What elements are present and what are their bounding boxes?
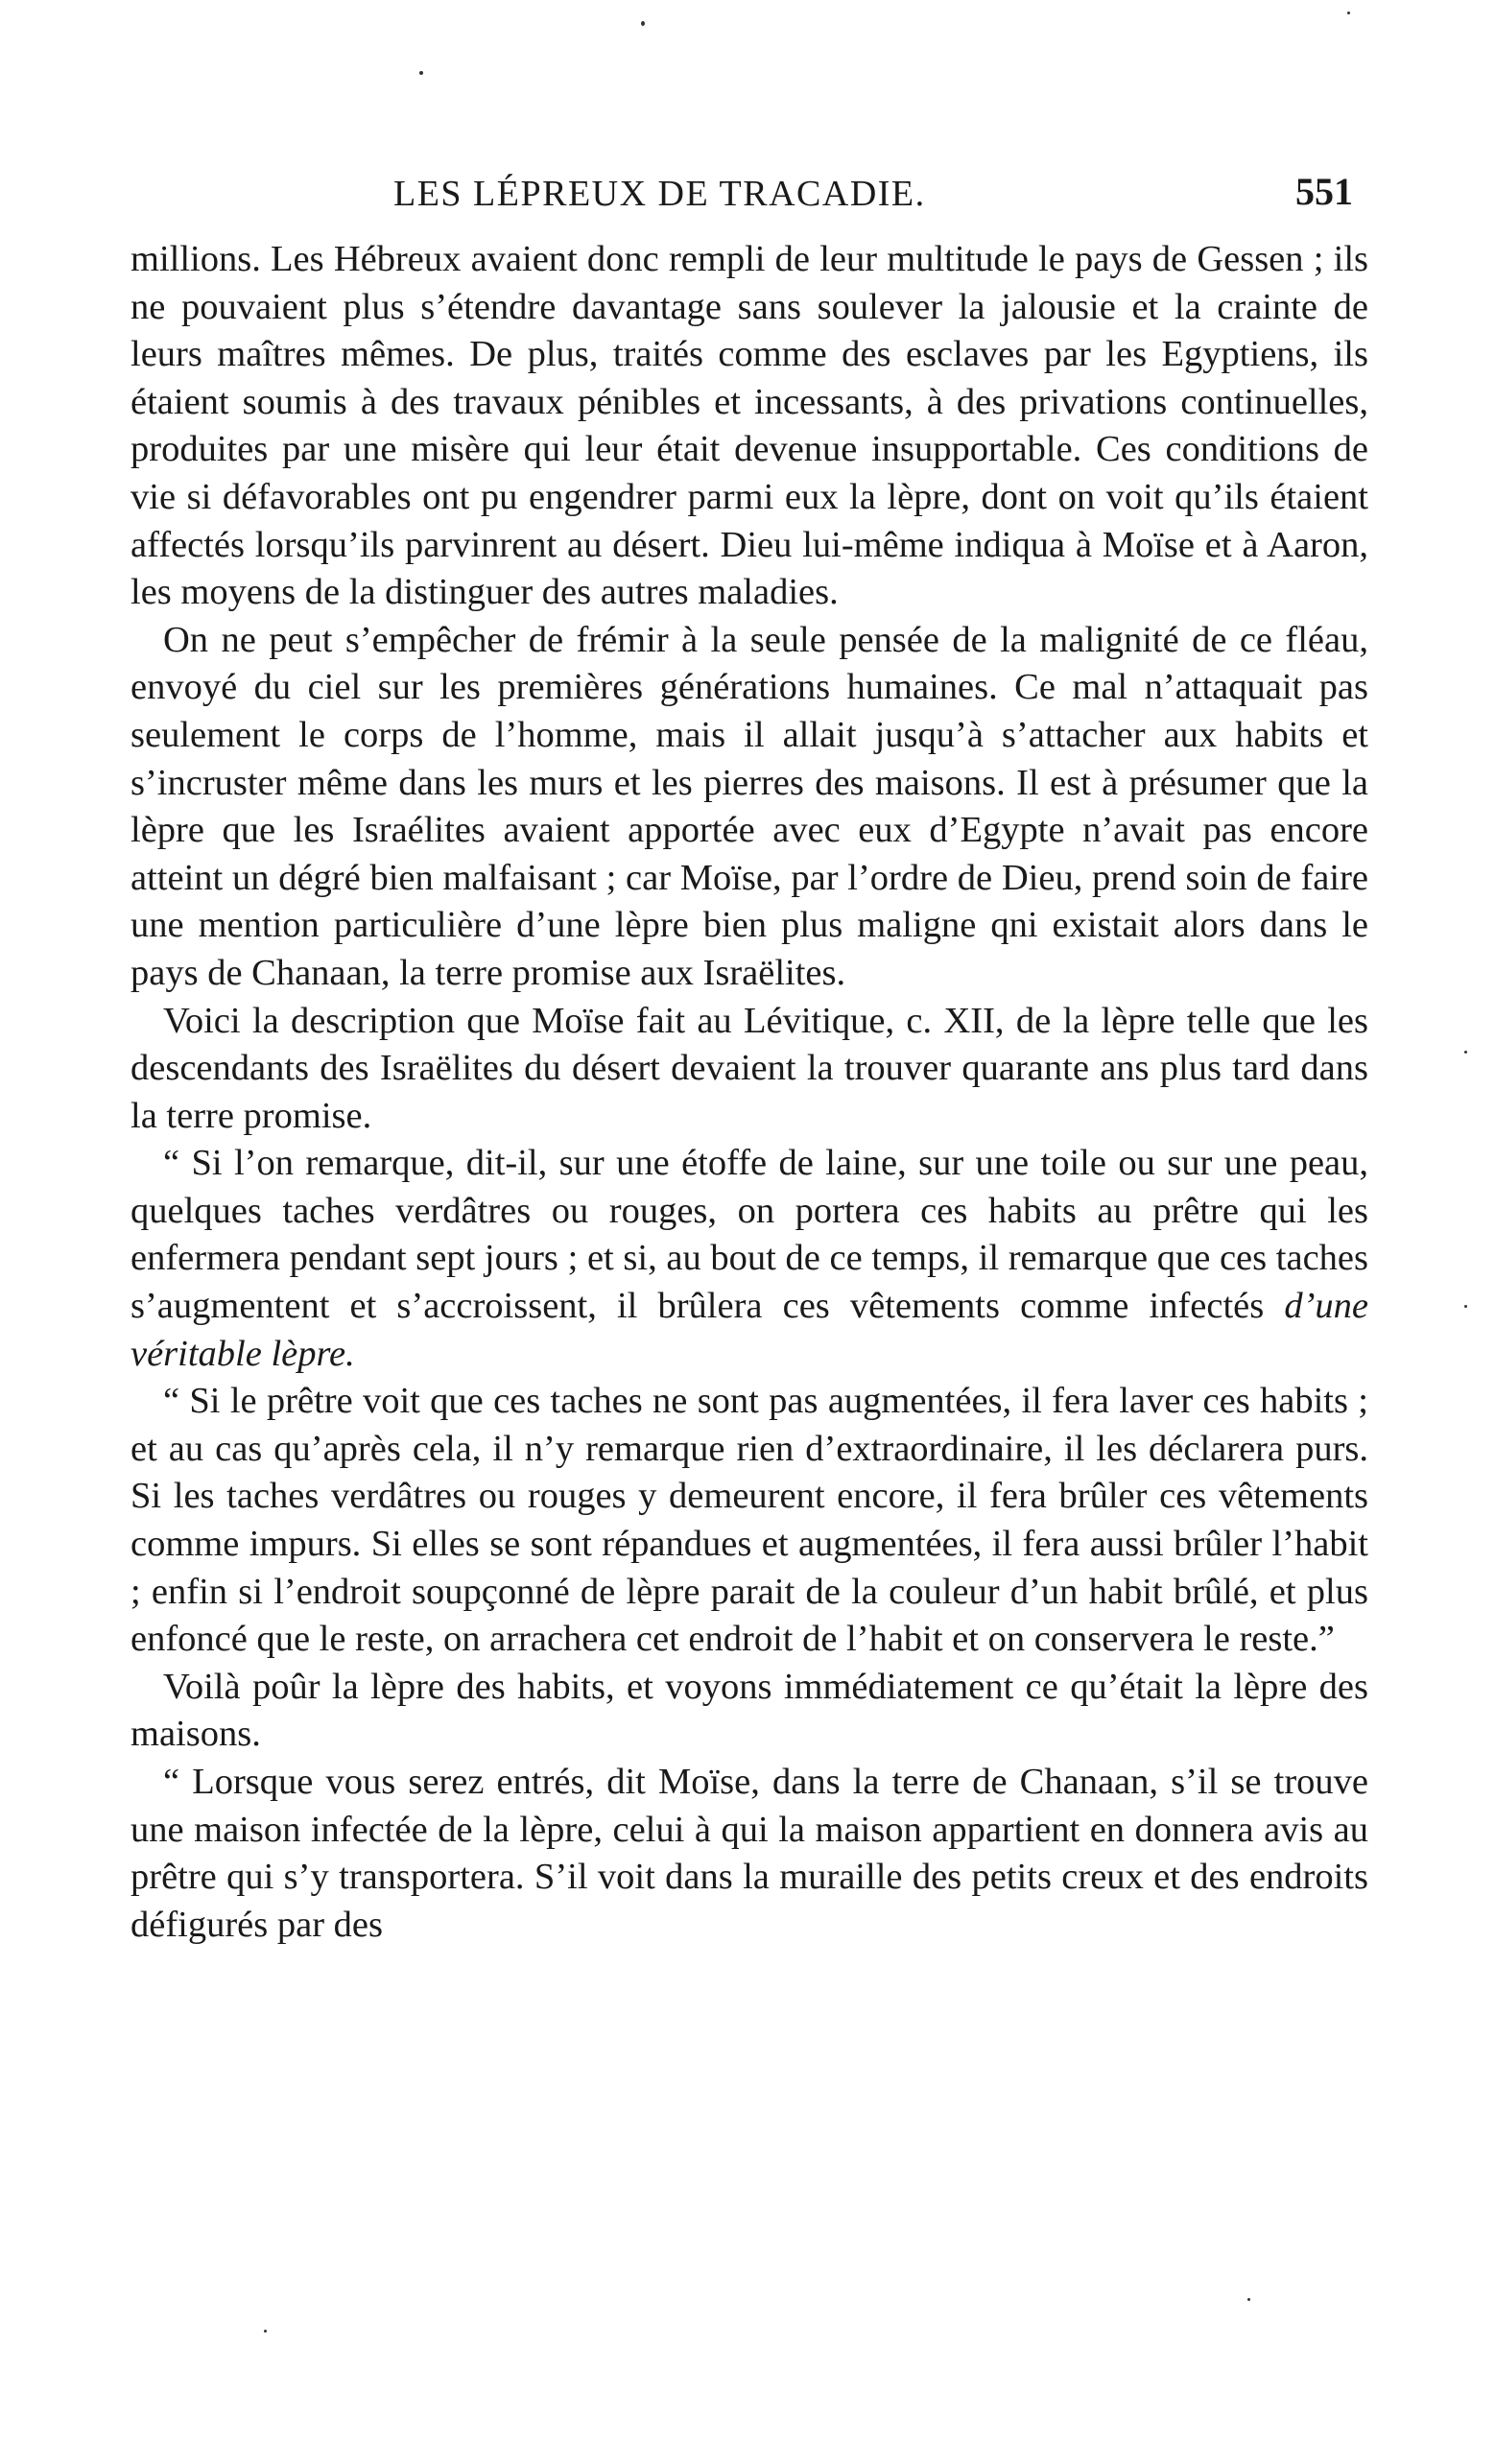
scan-speck [1464,1051,1467,1054]
italic-emphasis: d’une véritable lèpre. [131,1286,1368,1374]
body-text [131,236,1368,1949]
scan-speck [419,71,423,75]
paragraph-1 [131,236,1368,617]
scan-speck [264,2330,267,2333]
paragraph-5 [131,1378,1368,1664]
running-title: LES LÉPREUX DE TRACADIE. [393,174,926,214]
scan-speck [1464,1305,1467,1308]
scan-speck [1247,2298,1250,2301]
paragraph-text: On ne peut s’empêcher de frémir à la seule pensée de la malignité de ce fléau, envoyé du ciel sur les premières générations humaines. Ce mal n’attaquait pas seulement le corps de l’homme, mais il allait jusqu’à s’attacher aux habits et s’incruster même dans les murs et les pierres des maisons. Il est à présumer que la lèpre que les Israélites avaient apportée avec eux d’Egypte n’avait pas encore atteint un dégré bien malfaisant ; car Moïse, par l’ordre de Dieu, prend soin de faire une mention particulière d’une lèpre bien plus maligne qni existait alors dans le pays de Chanaan, la terre promise aux Israëlites. [131,619,1368,993]
scan-speck [1347,12,1350,14]
paragraph-text: “ Lorsque vous serez entrés, dit Moïse, dans la terre de Chanaan, s’il se trouve une maison infectée de la lèpre, celui à qui la maison appartient en donnera avis au prêtre qui s’y transportera. S’il voit dans la muraille des petits creux et des endroits défigurés par des [131,1762,1368,1945]
running-head [134,161,1372,219]
paragraph-7 [131,1759,1368,1949]
paragraph-text: millions. Les Hébreux avaient donc rempli de leur multitude le pays de Gessen ; ils ne pouvaient plus s’étendre davantage sans soulever la jalousie et la crainte de leurs maîtres mêmes. De plus, traités comme des esclaves par les Egyptiens, ils étaient soumis à des travaux pénibles et incessants, à des privations continuelles, produites par une misère qui leur était devenue insupportable. Ces conditions de vie si défavorables ont pu engendrer parmi eux la lèpre, dont on voit qu’ils étaient affectés lorsqu’ils parvinrent au désert. Dieu lui-même indiqua à Moïse et à Aaron, les moyens de la distinguer des autres maladies. [131,239,1368,613]
page-number: 551 [1295,170,1353,213]
paragraph-2 [131,617,1368,998]
paragraph-6 [131,1664,1368,1759]
paragraph-text: “ Si le prêtre voit que ces taches ne sont pas augmentées, il fera laver ces habits ; et au cas qu’après cela, il n’y remarque rien d’extraordinaire, il les déclarera purs. Si les taches verdâtres ou rouges y demeurent encore, il fera brûler ces vêtements comme impurs. Si elles se sont répandues et augmentées, il fera aussi brûler l’habit ; enfin si l’endroit soupçonné de lèpre parait de la couleur d’un habit brûlé, et plus enfoncé que le reste, on arrachera cet endroit de l’habit et on conservera le reste.” [131,1381,1368,1660]
paragraph-text: Voilà poûr la lèpre des habits, et voyons immédiatement ce qu’était la lèpre des maisons. [131,1666,1368,1755]
paragraph-4 [131,1140,1368,1378]
paragraph-text: Voici la description que Moïse fait au Lévitique, c. XII, de la lèpre telle que les descendants des Israëlites du désert devaient la trouver quarante ans plus tard dans la terre promise. [131,1000,1368,1136]
scan-speck [641,21,645,26]
paragraph-text: “ Si l’on remarque, dit-il, sur une étoffe de laine, sur une toile ou sur une peau, quelques taches verdâtres ou rouges, on portera ces habits au prêtre qui les enfermera pendant sept jours ; et si, au bout de ce temps, il remarque que ces taches s’augmentent et s’accroissent, il brûlera ces vêtements comme infectés [131,1143,1368,1327]
paragraph-3 [131,998,1368,1141]
